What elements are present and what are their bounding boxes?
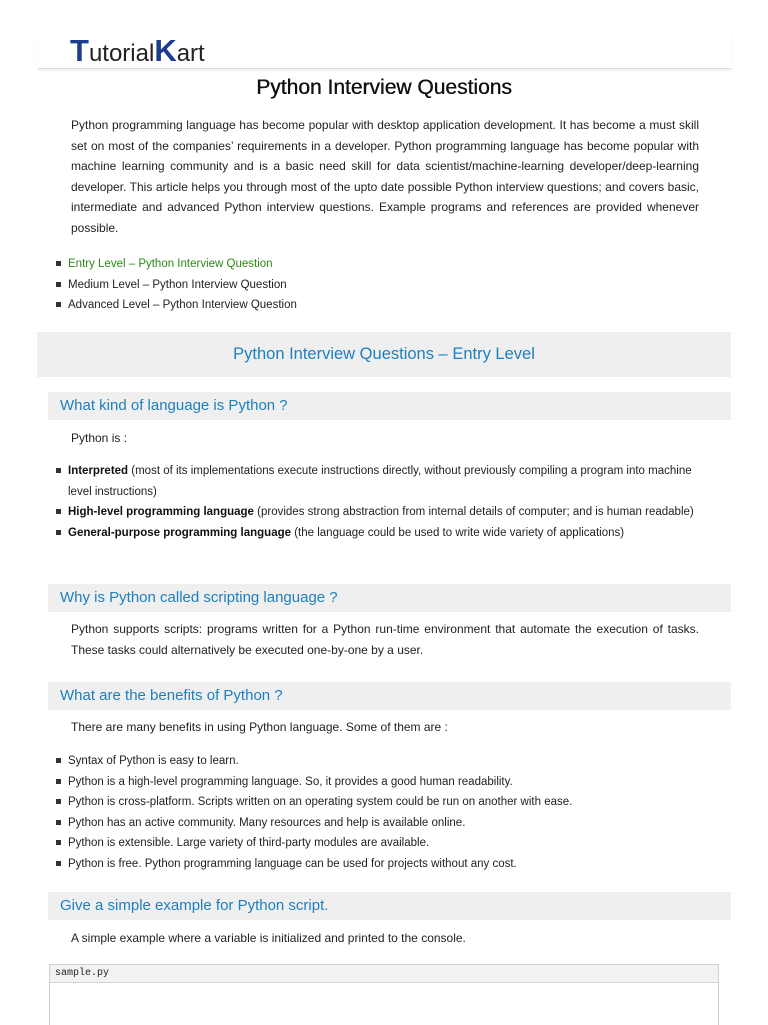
question-heading-benefits	[48, 682, 731, 710]
bullet-icon	[56, 302, 61, 307]
bullet-icon	[56, 779, 61, 784]
term-description: (the language could be used to write wide variety of applications)	[291, 526, 625, 539]
list-item: Python is a high-level programming language. So, it provides a good human readability.	[56, 772, 716, 793]
bullet-icon	[56, 282, 61, 287]
logo-letter-t: T	[70, 33, 89, 68]
question-lead: A simple example where a variable is initialized and printed to the console.	[71, 931, 466, 945]
question-answer: Python supports scripts: programs written for a Python run-time environment that automate the execution of tasks. These tasks could alternatively be executed one-by-one by a user.	[71, 622, 699, 657]
bullet-icon	[56, 820, 61, 825]
logo-text-art: art	[176, 40, 205, 67]
toc-link-entry-level[interactable]: Entry Level – Python Interview Question	[56, 254, 297, 275]
term: Interpreted	[68, 465, 129, 477]
question-lead: Python is :	[71, 431, 128, 445]
term-description: (provides strong abstraction from internal details of computer; and is human readable)	[253, 506, 694, 519]
python-traits-list	[56, 461, 716, 543]
list-item	[56, 523, 716, 544]
question-title: Why is Python called scripting language ?	[60, 589, 338, 606]
logo-letter-k: K	[154, 33, 177, 68]
bullet-icon	[56, 530, 61, 535]
code-filename: sample.py	[50, 965, 718, 983]
question-title: Give a simple example for Python script.	[60, 897, 329, 914]
question-lead: There are many benefits in using Python language. Some of them are :	[71, 720, 448, 734]
site-header	[38, 30, 731, 69]
question-title: What kind of language is Python ?	[60, 397, 288, 414]
bullet-icon	[56, 861, 61, 866]
list-item: Python is extensible. Large variety of third-party modules are available.	[56, 833, 716, 854]
term: High-level programming language	[68, 506, 254, 519]
bullet-icon	[56, 261, 61, 266]
question-heading-scripting	[48, 584, 731, 612]
list-item	[56, 502, 716, 523]
bullet-icon	[56, 758, 61, 763]
bullet-icon	[56, 799, 61, 804]
bullet-icon	[56, 468, 61, 473]
logo-text-utorial: utorial	[88, 40, 155, 67]
question-heading-language-kind	[48, 392, 731, 420]
bullet-icon	[56, 840, 61, 845]
benefits-list	[56, 751, 716, 875]
list-item: Syntax of Python is easy to learn.	[56, 751, 716, 772]
list-item: Python has an active community. Many resources and help is available online.	[56, 813, 716, 834]
term: General-purpose programming language	[68, 526, 292, 539]
question-heading-example	[48, 892, 731, 920]
tutorialkart-logo[interactable]	[70, 34, 205, 66]
list-item: Python is free. Python programming language can be used for projects without any cost.	[56, 854, 716, 875]
list-item: Python is cross-platform. Scripts written on an operating system could be run on another with ease.	[56, 792, 716, 813]
bullet-icon	[56, 509, 61, 514]
list-item	[56, 461, 716, 502]
page-title: Python Interview Questions	[256, 76, 512, 99]
table-of-contents	[56, 254, 297, 316]
term-description: (most of its implementations execute instructions directly, without previously compiling a program into machine level instructions)	[68, 465, 692, 498]
question-title: What are the benefits of Python ?	[60, 687, 283, 704]
toc-link-medium-level[interactable]: Medium Level – Python Interview Question	[56, 275, 297, 296]
intro-paragraph: Python programming language has become popular with desktop application development. It has become a must skill set on most of the companies’ requirements in a developer. Python programming language has become popular with machine learning community and is a basic need skill for data scientist/machine-learning developer/deep-learning developer. This article helps you through most of the upto date possible Python interview questions; and covers basic, intermediate and advanced Python interview questions. Example programs and references are provided whenever possible.	[71, 118, 699, 235]
toc-link-advanced-level[interactable]: Advanced Level – Python Interview Question	[56, 295, 297, 316]
section-banner	[37, 332, 731, 377]
section-title: Python Interview Questions – Entry Level	[233, 345, 535, 363]
code-block[interactable]	[49, 964, 719, 1025]
